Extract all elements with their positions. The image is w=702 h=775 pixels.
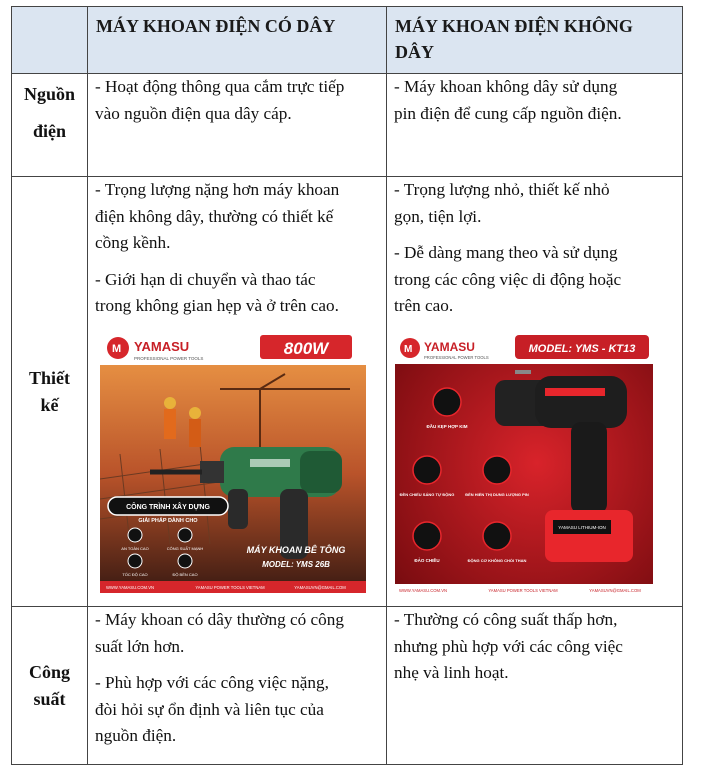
- banner-sub: GIẢI PHÁP DÀNH CHO: [138, 517, 198, 524]
- cell-design-cordless: - Trọng lượng nhỏ, thiết kế nhỏ gọn, tiện lợi. - Dễ dàng mang theo và sử dụng trong các công việc di động hoặc trên cao. M YAMASU PROFESSIONAL POWER TOOLS MODEL: YMS - KT13 YAMASU LITHIUM-ION ĐẦU KẸP HỢP KIM ĐÈN CHIẾU SÁNG TỰ ĐỘNG ĐÈN HIỂN THỊ DUNG LƯỢNG PIN ĐẢO CHIỀU ĐỘNG CƠ KHÔNG CHỔI THAN WWW.YAMASU.COM.VN YAMASU POWER TOOLS VIETNAM YAMASUVN@GMAIL.COM: [387, 177, 683, 607]
- feature-brushless: ĐỘNG CƠ KHÔNG CHỔI THAN: [467, 557, 527, 563]
- cell-power-output-cordless: - Thường có công suất thấp hơn, nhưng phù hợp với các công việc nhẹ và linh hoạt.: [387, 607, 683, 765]
- svg-text:M: M: [112, 342, 122, 355]
- power-badge-text: 800W: [283, 338, 329, 358]
- brand-sub: PROFESSIONAL POWER TOOLS: [424, 354, 489, 360]
- cell-power-output-corded: - Máy khoan có dây thường có công suất lớn hơn. - Phù hợp với các công việc nặng, đòi hỏi sự ổn định và liên tục của nguồn điện.: [88, 607, 387, 765]
- cordless-drill-image: [395, 330, 682, 596]
- feature-light: ĐÈN CHIẾU SÁNG TỰ ĐỘNG: [399, 491, 455, 497]
- cell-power-corded: - Hoạt động thông qua cắm trực tiếp vào nguồn điện qua dây cáp.: [88, 74, 387, 177]
- feature-safety: AN TOÀN CAO: [121, 545, 149, 551]
- footer-fb: YAMASU POWER TOOLS VIETNAM: [488, 587, 558, 593]
- row-power-source: [12, 74, 683, 177]
- product-model: MODEL: YMS 26B: [262, 559, 330, 569]
- feature-reverse: ĐẢO CHIỀU: [414, 557, 440, 563]
- feature-speed: TỐC ĐỘ CAO: [122, 571, 148, 577]
- cell-power-cordless: - Máy khoan không dây sử dụng pin điện để cung cấp nguồn điện.: [387, 74, 683, 177]
- feature-battery-indicator: ĐÈN HIỂN THỊ DUNG LƯỢNG PIN: [465, 491, 529, 497]
- header-cordless-line1: MÁY KHOAN ĐIỆN KHÔNG: [395, 16, 633, 36]
- header-row: [12, 7, 683, 74]
- brand-text: YAMASU: [134, 338, 190, 354]
- comparison-table: [11, 6, 683, 765]
- battery-label: YAMASU LITHIUM-ION: [558, 524, 606, 530]
- banner-title: CÔNG TRÌNH XÂY DỰNG: [126, 503, 210, 511]
- header-corded: MÁY KHOAN ĐIỆN CÓ DÂY: [88, 7, 387, 74]
- row-power: [12, 607, 683, 765]
- brand-text: YAMASU: [424, 339, 475, 354]
- feature-chuck: ĐẦU KẸP HỢP KIM: [426, 423, 468, 429]
- footer-mail: YAMASUVN@GMAIL.COM: [294, 584, 346, 590]
- corded-drill-ad: [100, 329, 366, 593]
- svg-text:M: M: [404, 343, 413, 355]
- corded-drill-image: [100, 329, 386, 593]
- feature-durability: ĐỘ BỀN CAO: [172, 571, 198, 577]
- brand-sub: PROFESSIONAL POWER TOOLS: [134, 355, 204, 361]
- cordless-drill-ad: [395, 330, 653, 596]
- footer-fb: YAMASU POWER TOOLS VIETNAM: [195, 584, 265, 590]
- row-design: [12, 177, 683, 607]
- footer-web: WWW.YAMASU.COM.VN: [105, 584, 155, 590]
- model-badge-text: MODEL: YMS - KT13: [528, 342, 636, 355]
- footer-web: WWW.YAMASU.COM.VN: [398, 587, 448, 593]
- header-cordless-line2: DÂY: [395, 42, 434, 62]
- row-label-design: Thiết kế: [12, 177, 88, 607]
- feature-power: CÔNG SUẤT MẠNH: [166, 545, 204, 551]
- corner-cell: [12, 7, 88, 74]
- product-name: MÁY KHOAN BÊ TÔNG: [246, 544, 346, 555]
- footer-mail: YAMASUVN@GMAIL.COM: [589, 587, 641, 593]
- cell-design-corded: - Trọng lượng nặng hơn máy khoan điện không dây, thường có thiết kế cồng kềnh. - Giới hạn di chuyển và thao tác trong không gian hẹp và ở trên cao. M YAMASU PROFESSIONAL POWER TOOLS 800W CÔNG TRÌNH XÂY DỰNG GIẢI PHÁP DÀNH CHO AN TOÀN CAO CÔNG SUẤT MẠNH TỐC ĐỘ CAO ĐỘ BỀN CAO MÁY KHOAN BÊ TÔNG MODEL: YMS 26B WWW.YAMASU.COM.VN YAMASU POWER TOOLS VIETNAM YAMASUVN@GMAIL.COM: [88, 177, 387, 607]
- header-cordless: [387, 7, 683, 74]
- row-label-power: Công suất: [12, 607, 88, 765]
- row-label-power-source: Nguồn điện: [12, 74, 88, 177]
